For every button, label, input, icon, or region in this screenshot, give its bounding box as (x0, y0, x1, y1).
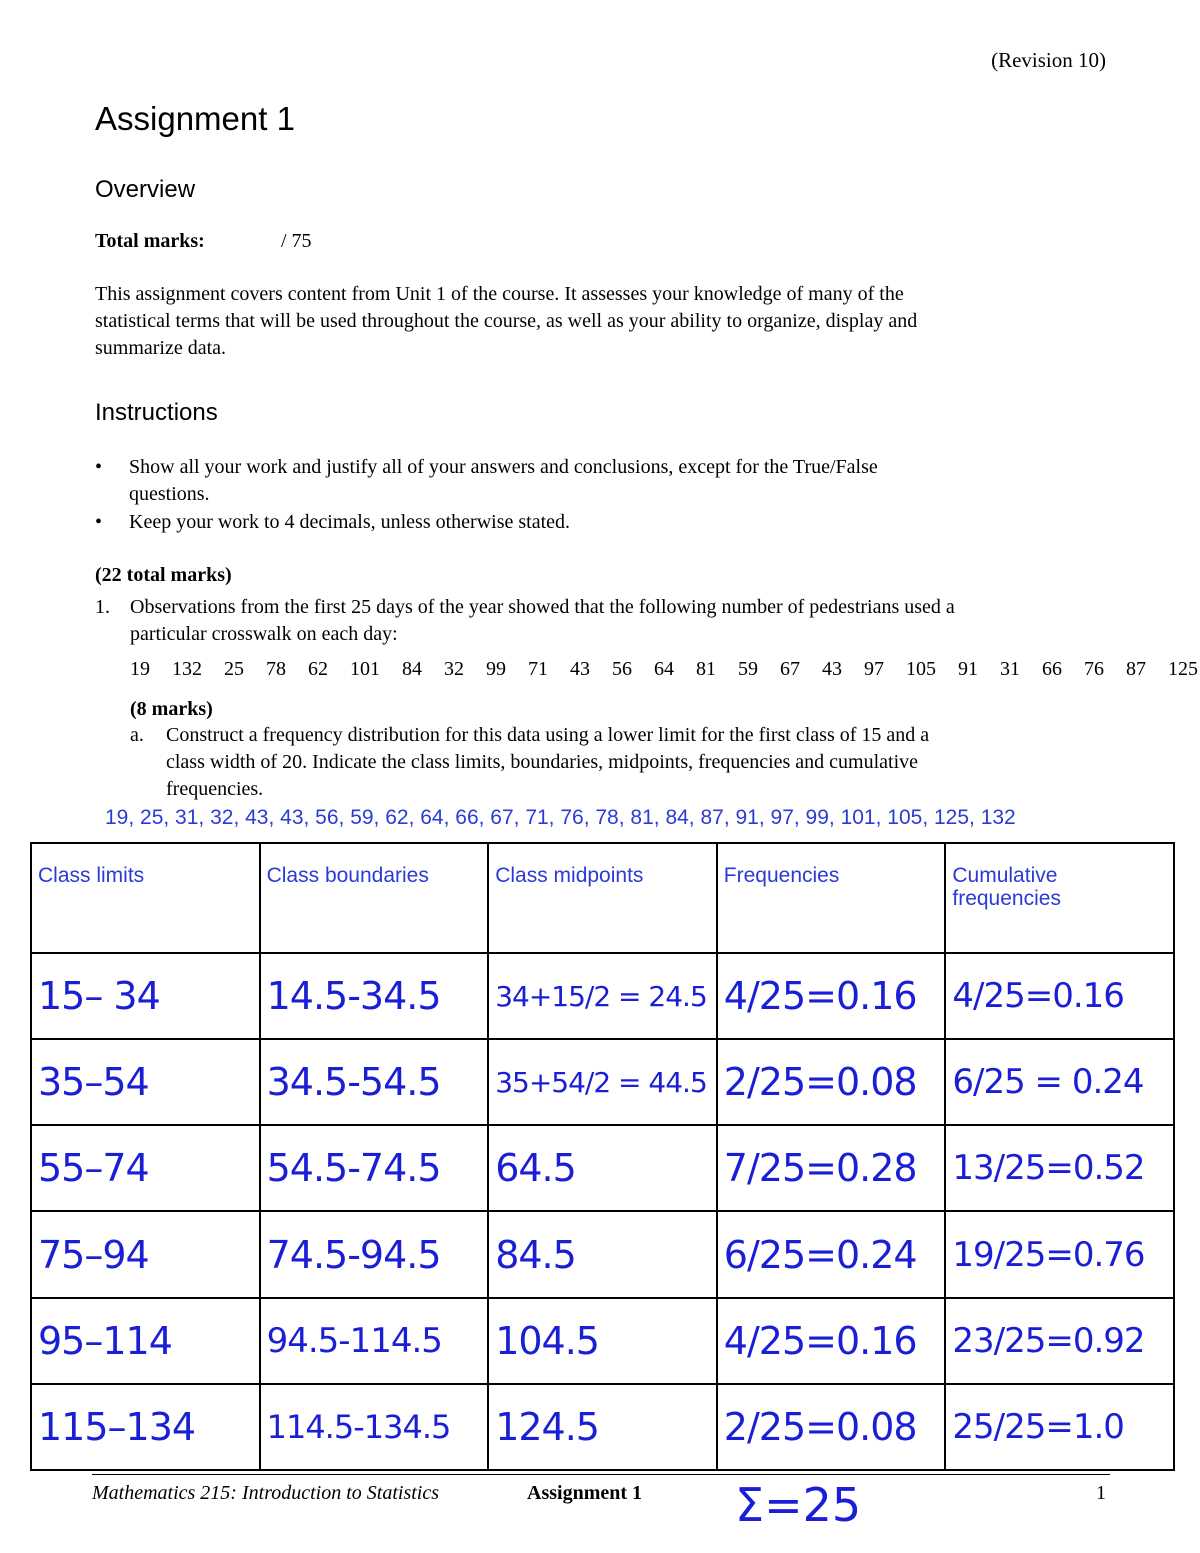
header-frequencies: Frequencies (717, 843, 946, 953)
observations-data: 19 132 25 78 62 101 84 32 99 71 43 56 64 81 59 67 43 97 105 91 31 66 76 87 125 (130, 658, 1198, 680)
instruction-item (95, 454, 1105, 508)
part-a-marks: (8 marks) (130, 698, 213, 720)
overview-line-2: statistical terms that will be used throughout the course, as well as your ability to organize, display and (95, 310, 918, 332)
footer-course: Mathematics 215: Introduction to Statistics (92, 1482, 440, 1504)
table-row (31, 1039, 1174, 1125)
question-text (130, 594, 1110, 648)
table-cell: 2/25=0.08 (717, 1039, 946, 1125)
table-cell: 25/25=1.0 (945, 1384, 1174, 1470)
table-cell: 95–114 (31, 1298, 260, 1384)
frequency-table (30, 842, 1175, 1471)
table-cell: 94.5-114.5 (260, 1298, 489, 1384)
table-cell: 35+54/2 = 44.5 (488, 1039, 717, 1125)
part-a-line-1: Construct a frequency distribution for this data using a lower limit for the first class of 15 and a (166, 724, 930, 746)
table-cell: 6/25=0.24 (717, 1211, 946, 1297)
sorted-data: 19, 25, 31, 32, 43, 43, 56, 59, 62, 64, 66, 67, 71, 76, 78, 81, 84, 87, 91, 97, 99, 101, 105, 125, 132 (105, 806, 1016, 829)
table-cell: 34+15/2 = 24.5 (488, 953, 717, 1039)
table-row (31, 1384, 1174, 1470)
bullet-icon: • (95, 511, 103, 533)
table-cell: 14.5-34.5 (260, 953, 489, 1039)
table-cell: 13/25=0.52 (945, 1125, 1174, 1211)
table-row (31, 1211, 1174, 1297)
overview-paragraph (95, 281, 1105, 362)
instruction-1-line-1: Show all your work and justify all of your answers and conclusions, except for the True/False (129, 456, 878, 478)
bullet-icon: • (95, 456, 103, 478)
table-row (31, 953, 1174, 1039)
question-total-marks: (22 total marks) (95, 564, 232, 586)
question-number: 1. (95, 596, 110, 618)
revision-label: (Revision 10) (991, 48, 1106, 72)
overview-line-1: This assignment covers content from Unit 1 of the course. It assesses your knowledge of many of the (95, 283, 904, 305)
question-line-1: Observations from the first 25 days of the year showed that the following number of pedestrians used a (130, 596, 955, 618)
table-cell: 15– 34 (31, 953, 260, 1039)
table-cell: 104.5 (488, 1298, 717, 1384)
table-cell: 7/25=0.28 (717, 1125, 946, 1211)
table-cell: 55–74 (31, 1125, 260, 1211)
part-a-letter: a. (130, 724, 144, 746)
footer-page-number: 1 (1096, 1482, 1106, 1504)
table-cell: 124.5 (488, 1384, 717, 1470)
table-cell: 54.5-74.5 (260, 1125, 489, 1211)
question-line-2: particular crosswalk on each day: (130, 623, 398, 645)
instructions-heading: Instructions (95, 399, 218, 426)
table-cell: 84.5 (488, 1211, 717, 1297)
table-cell: 23/25=0.92 (945, 1298, 1174, 1384)
table-row (31, 1125, 1174, 1211)
total-marks-row (95, 230, 312, 253)
header-class-boundaries: Class boundaries (260, 843, 489, 953)
table-row (31, 1298, 1174, 1384)
table-cell: 4/25=0.16 (717, 1298, 946, 1384)
table-header-row (31, 843, 1174, 953)
page-title: Assignment 1 (95, 100, 295, 137)
footer-divider (92, 1474, 1110, 1475)
table-cell: 64.5 (488, 1125, 717, 1211)
instructions-list (95, 454, 1105, 537)
table-cell: 4/25=0.16 (945, 953, 1174, 1039)
part-a-line-3: frequencies. (166, 778, 264, 800)
overview-heading: Overview (95, 176, 196, 203)
instruction-2: Keep your work to 4 decimals, unless otherwise stated. (129, 511, 571, 533)
sigma-sum-note: Σ=25 (735, 1478, 862, 1532)
total-marks-label: Total marks: (95, 230, 205, 252)
total-marks-value: / 75 (281, 230, 312, 252)
header-cumulative-frequencies: Cumulative frequencies (945, 843, 1174, 953)
table-cell: 6/25 = 0.24 (945, 1039, 1174, 1125)
table-cell: 4/25=0.16 (717, 953, 946, 1039)
table-cell: 34.5-54.5 (260, 1039, 489, 1125)
overview-line-3: summarize data. (95, 337, 227, 359)
instruction-item (95, 509, 1105, 536)
header-class-midpoints: Class midpoints (488, 843, 717, 953)
table-cell: 2/25=0.08 (717, 1384, 946, 1470)
part-a-text (166, 722, 1106, 803)
table-cell: 75–94 (31, 1211, 260, 1297)
instruction-1-line-2: questions. (129, 483, 210, 505)
table-cell: 19/25=0.76 (945, 1211, 1174, 1297)
table-cell: 114.5-134.5 (260, 1384, 489, 1470)
table-cell: 115–134 (31, 1384, 260, 1470)
part-a-line-2: class width of 20. Indicate the class limits, boundaries, midpoints, frequencies and cumulative (166, 751, 919, 773)
table-cell: 35–54 (31, 1039, 260, 1125)
footer-assignment: Assignment 1 (527, 1482, 643, 1504)
table-cell: 74.5-94.5 (260, 1211, 489, 1297)
header-class-limits: Class limits (31, 843, 260, 953)
